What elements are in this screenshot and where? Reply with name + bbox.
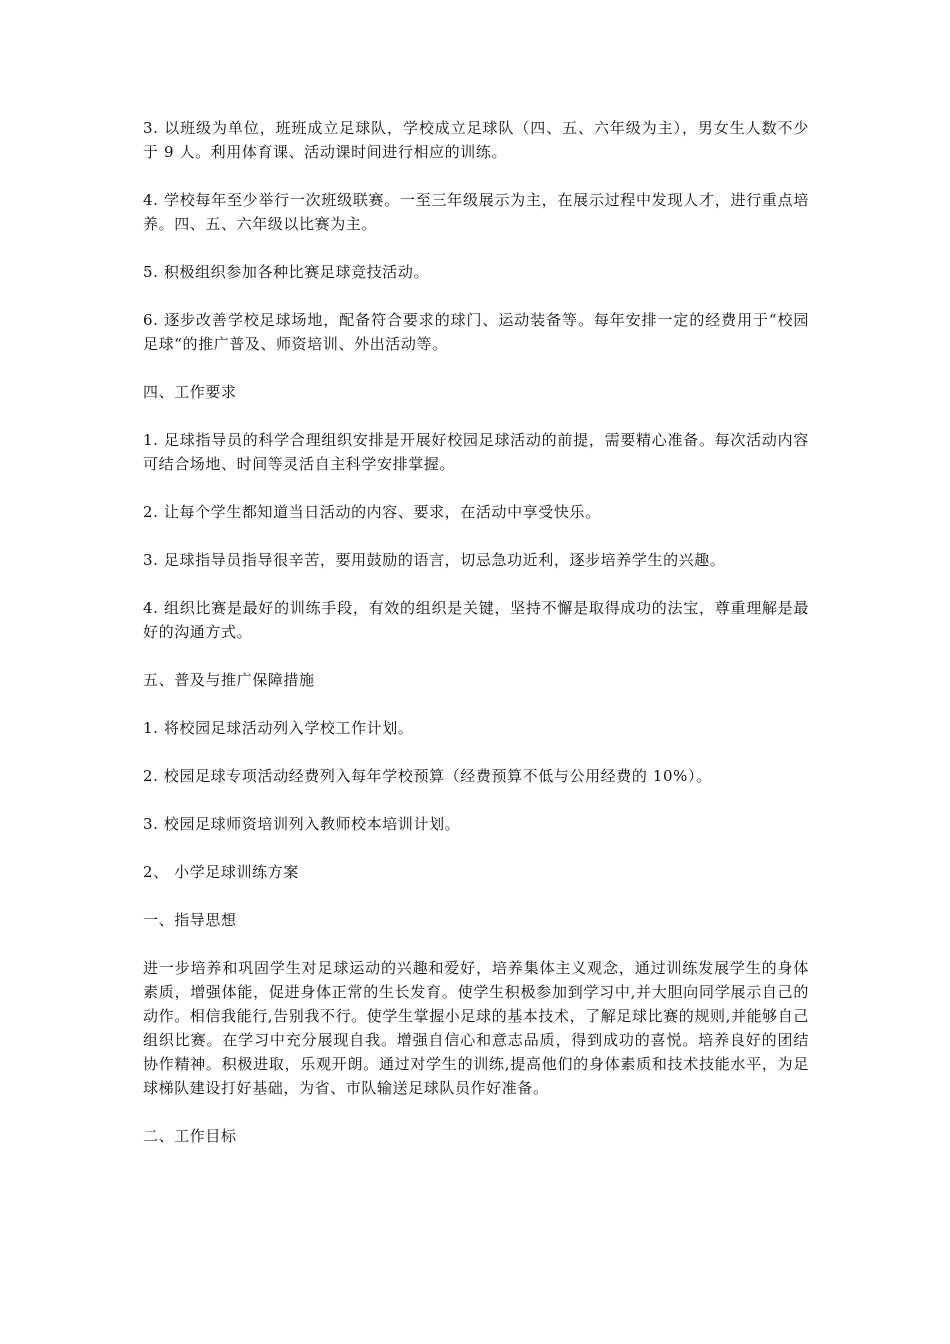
req-1: 1. 足球指导员的科学合理组织安排是开展好校园足球活动的前提，需要精心准备。每次活动内容可结合场地、时间等灵活自主科学安排掌握。 [143, 431, 809, 473]
guiding-ideology-text: 进一步培养和巩固学生对足球运动的兴趣和爱好，培养集体主义观念，通过训练发展学生的身体素质，增强体能，促进身体正常的生长发育。使学生积极参加到学习中,并大胆向同学展示自己的动作。相信我能行,告别我不行。使学生掌握小足球的基本技术，了解足球比赛的规则,并能够自己组织比赛。在学习中充分展现自我。增强自信心和意志品质，得到成功的喜悦。培养良好的团结协作精神。积极进取，乐观开朗。通过对学生的训练,提高他们的身体素质和技术技能水平，为足球梯队建设打好基础，为省、市队输送足球队员作好准备。 [143, 959, 809, 1097]
item-3-class-teams: 3. 以班级为单位，班班成立足球队，学校成立足球队（四、五、六年级为主），男女生人数不少于 9 人。利用体育课、活动课时间进行相应的训练。 [143, 119, 809, 161]
document-page [143, 116, 809, 1172]
measure-2: 2. 校园足球专项活动经费列入每年学校预算（经费预算不低与公用经费的 10%）。 [143, 767, 712, 785]
item-4-class-league: 4. 学校每年至少举行一次班级联赛。一至三年级展示为主，在展示过程中发现人才，进行重点培养。四、五、六年级以比赛为主。 [143, 191, 809, 233]
section-5-heading: 五、普及与推广保障措施 [143, 671, 315, 689]
item-5-competitions: 5. 积极组织参加各种比赛足球竞技活动。 [143, 263, 430, 281]
item-6-facilities: 6. 逐步改善学校足球场地，配备符合要求的球门、运动装备等。每年安排一定的经费用于“校园足球“的推广普及、师资培训、外出活动等。 [143, 311, 809, 353]
work-goals-heading: 二、工作目标 [143, 1127, 237, 1145]
req-4: 4. 组织比赛是最好的训练手段，有效的组织是关键，坚持不懈是取得成功的法宝，尊重理解是最好的沟通方式。 [143, 599, 809, 641]
section-4-heading: 四、工作要求 [143, 383, 237, 401]
req-2: 2. 让每个学生都知道当日活动的内容、要求，在活动中享受快乐。 [143, 503, 601, 521]
guiding-ideology-heading: 一、指导思想 [143, 911, 237, 929]
req-3: 3. 足球指导员指导很辛苦，要用鼓励的语言，切忌急功近利，逐步培养学生的兴趣。 [143, 551, 726, 569]
measure-3: 3. 校园足球师资培训列入教师校本培训计划。 [143, 815, 461, 833]
plan-2-heading: 2、 小学足球训练方案 [143, 863, 299, 881]
measure-1: 1. 将校园足球活动列入学校工作计划。 [143, 719, 414, 737]
